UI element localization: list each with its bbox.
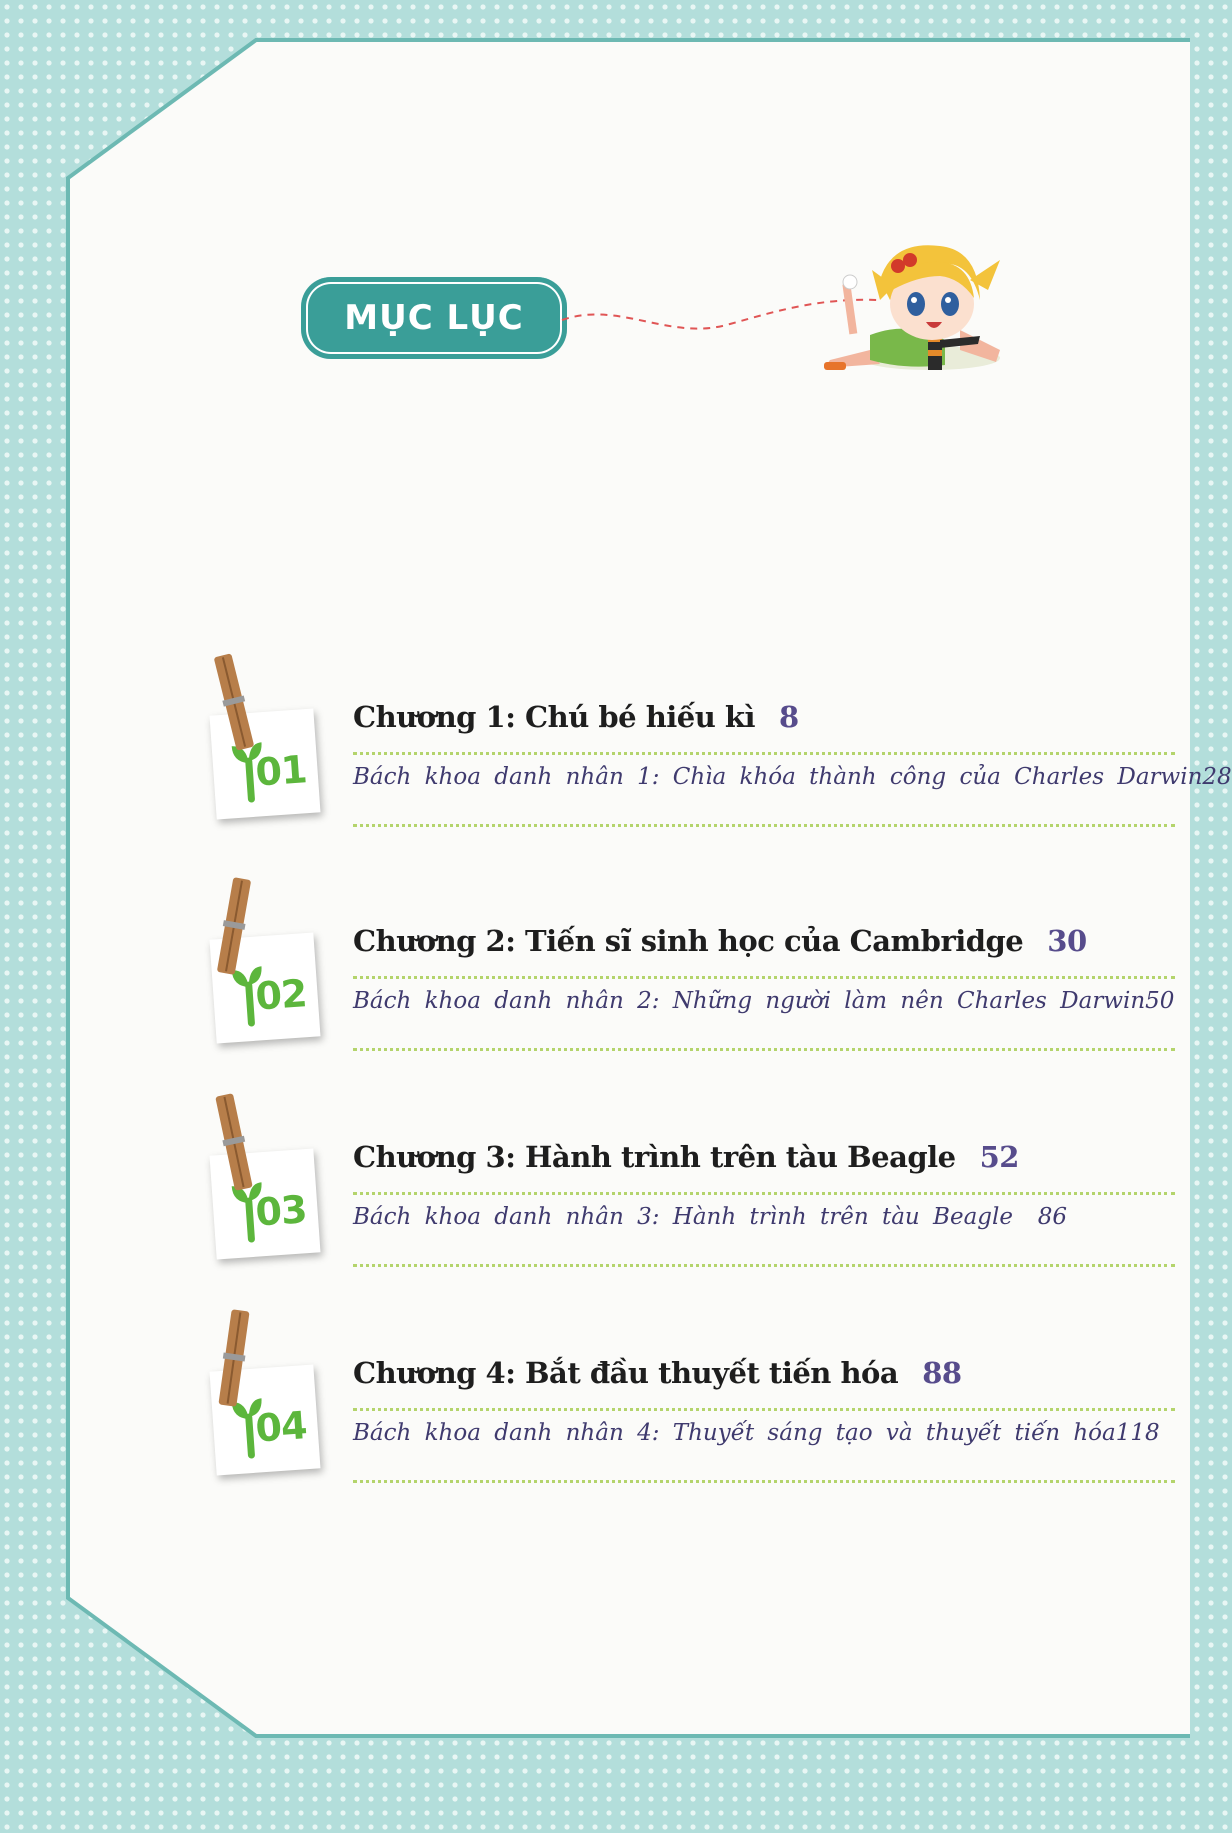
dotted-rule [353,976,1175,979]
chapter-title: Chương 2: Tiến sĩ sinh học của Cambridge [353,924,1024,958]
chapter-page-number: 30 [1047,924,1087,958]
toc-title: MỤC LỤC [344,298,524,338]
chapter-number: 04 [254,1403,308,1451]
chapter-number: 01 [254,747,308,795]
chapter-page-number: 88 [922,1356,962,1390]
clothespin-icon [217,1092,251,1192]
encyclopedia-page-number: 118 [1115,1420,1160,1446]
chapter-entry[interactable] [195,1092,1175,1302]
chapter-heading [353,700,799,734]
encyclopedia-entry[interactable] [353,764,1232,790]
chapter-heading [353,924,1087,958]
chapter-number: 02 [254,971,308,1019]
encyclopedia-entry[interactable] [353,1420,1160,1446]
chapter-page-number: 52 [979,1140,1019,1174]
dotted-rule [353,1408,1175,1411]
chapter-number: 03 [254,1187,308,1235]
encyclopedia-page-number: 86 [1037,1204,1067,1230]
encyclopedia-title: Bách khoa danh nhân 1: Chìa khóa thành công của Charles Darwin [353,764,1203,790]
clothespin-icon [217,652,251,752]
clothespin-icon [217,1308,251,1408]
chapter-page-number: 8 [779,700,799,734]
mascot-girl-illustration [810,240,1010,390]
chapter-heading [353,1356,962,1390]
chapter-heading [353,1140,1019,1174]
dotted-rule [353,824,1175,827]
chapter-entry[interactable] [195,652,1232,862]
chapter-entry[interactable] [195,876,1175,1086]
chapter-title: Chương 1: Chú bé hiếu kì [353,700,756,734]
encyclopedia-page-number: 50 [1145,988,1175,1014]
dotted-rule [353,752,1175,755]
dotted-rule [353,1192,1175,1195]
chapter-title: Chương 3: Hành trình trên tàu Beagle [353,1140,956,1174]
dotted-rule [353,1048,1175,1051]
encyclopedia-page-number: 28 [1202,764,1232,790]
chapter-entry[interactable] [195,1308,1175,1518]
dotted-rule [353,1480,1175,1483]
chapter-title: Chương 4: Bắt đầu thuyết tiến hóa [353,1356,899,1390]
encyclopedia-entry[interactable] [353,1204,1157,1230]
encyclopedia-title: Bách khoa danh nhân 2: Những người làm nên Charles Darwin [353,988,1146,1014]
encyclopedia-entry[interactable] [353,988,1175,1014]
encyclopedia-title: Bách khoa danh nhân 3: Hành trình trên tàu Beagle [353,1204,1013,1230]
clothespin-icon [217,876,251,976]
dotted-rule [353,1264,1175,1267]
toc-title-badge [301,277,567,359]
encyclopedia-title: Bách khoa danh nhân 4: Thuyết sáng tạo và thuyết tiến hóa [353,1420,1116,1446]
